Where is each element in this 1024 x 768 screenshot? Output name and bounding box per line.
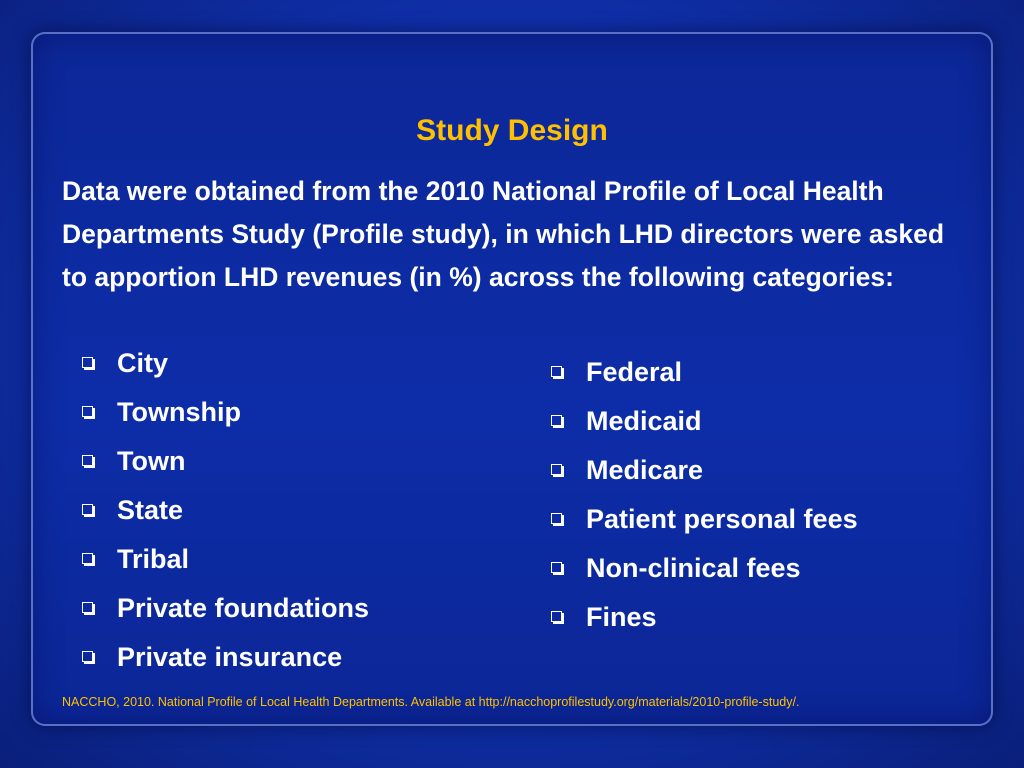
list-item-label: Township [117,396,241,427]
list-item [80,583,369,632]
list-item [80,485,369,534]
slide-title: Study Design [416,114,608,147]
category-list-left [80,338,369,681]
square-bullet-icon [82,651,93,662]
list-item [549,445,858,494]
list-item [549,543,858,592]
list-item-label: Non-clinical fees [586,552,801,583]
square-bullet-icon [82,504,93,515]
list-item [549,396,858,445]
list-item-label: State [117,494,184,525]
square-bullet-icon [551,562,562,573]
list-item [80,338,369,387]
square-bullet-icon [551,366,562,377]
category-list-right [549,347,858,641]
square-bullet-icon [82,553,93,564]
citation: NACCHO, 2010. National Profile of Local Health Departments. Available at http://nacchoprofilestudy.org/materials/2010-profile-study/. [62,695,800,709]
list-item-label: Town [117,445,186,476]
square-bullet-icon [551,611,562,622]
list-item [80,534,369,583]
list-item-label: Federal [586,356,683,387]
square-bullet-icon [82,357,93,368]
list-item-label: Fines [586,601,657,632]
list-item-label: Patient personal fees [586,503,858,534]
list-item [549,592,858,641]
square-bullet-icon [551,464,562,475]
square-bullet-icon [551,415,562,426]
square-bullet-icon [551,513,562,524]
list-item [80,436,369,485]
list-item-label: City [117,347,169,378]
intro-paragraph: Data were obtained from the 2010 National Profile of Local Health Departments Study (Profile study), in which LHD directors were asked to apportion LHD revenues (in %) across the following categories: [62,176,945,292]
list-item [549,494,858,543]
list-item-label: Tribal [117,543,190,574]
list-item [80,632,369,681]
list-item [549,347,858,396]
list-item-label: Private insurance [117,641,343,672]
list-item [80,387,369,436]
square-bullet-icon [82,455,93,466]
list-item-label: Medicare [586,454,704,485]
list-item-label: Medicaid [586,405,702,436]
list-item-label: Private foundations [117,592,370,623]
square-bullet-icon [82,406,93,417]
square-bullet-icon [82,602,93,613]
